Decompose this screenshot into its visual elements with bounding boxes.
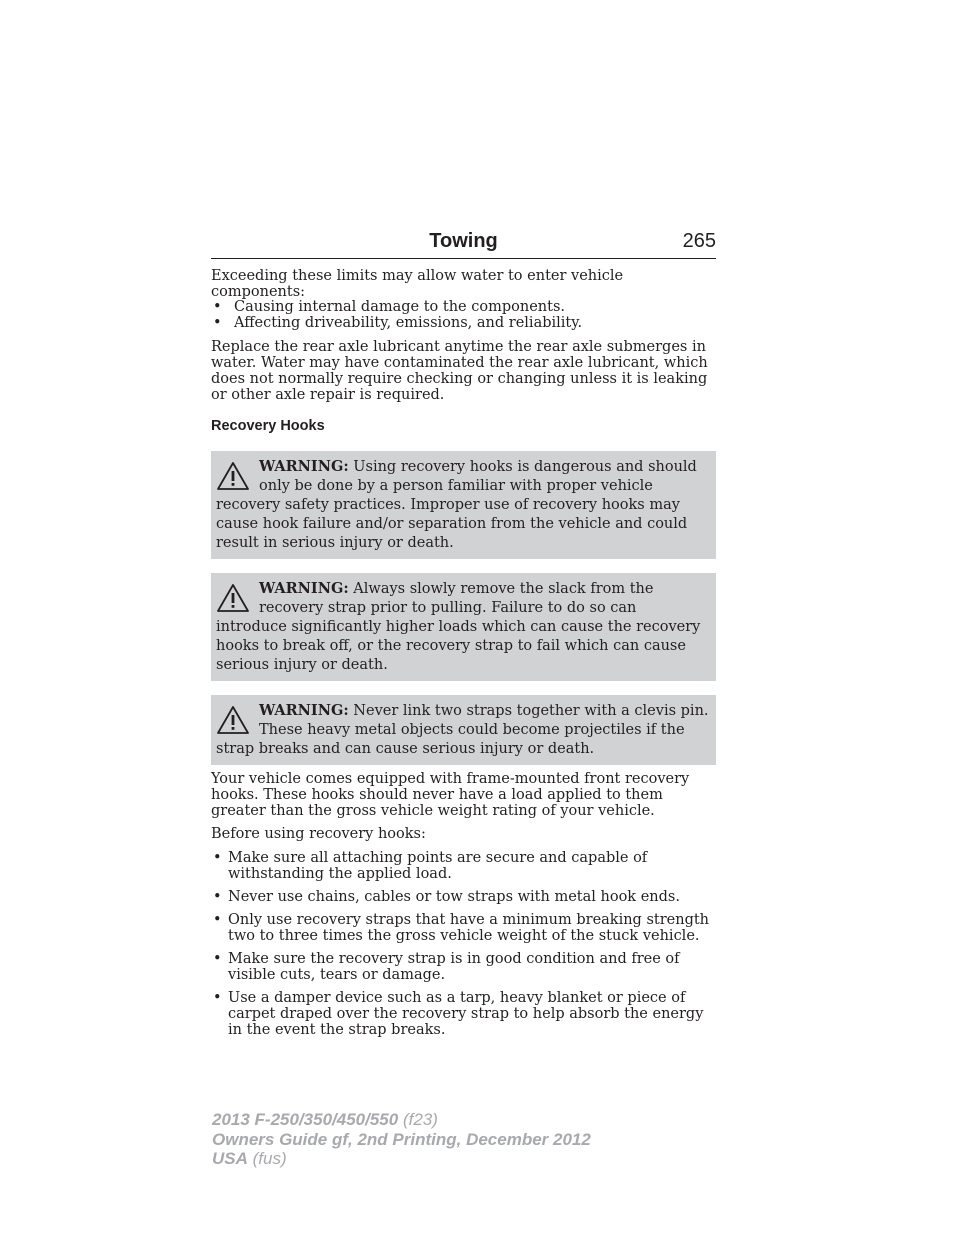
before-using-text: Before using recovery hooks: [211,826,426,842]
page-number: 265 [682,230,716,252]
list-item: • Affecting driveability, emissions, and reliability. [211,316,716,332]
warning-box [211,573,716,681]
footer-market-code: (fus) [247,1149,287,1168]
list-item: • Causing internal damage to the components. [211,300,716,316]
warning-triangle-icon [216,461,250,491]
list-item: • Use a damper device such as a tarp, heavy blanket or piece of carpet draped over the recovery strap to help absorb the energy in the event the strap breaks. [211,990,716,1038]
list-item: • Make sure the recovery strap is in good condition and free of visible cuts, tears or damage. [211,951,716,983]
warning-box [211,695,716,765]
warning-label: WARNING: [259,580,349,597]
footer-line-model [212,1110,732,1130]
intro-text: Exceeding these limits may allow water to enter vehicle components: [211,268,624,300]
warning-text: Always slowly remove the slack from the recovery strap prior to pulling. Failure to do so can introduce significantly higher loads which can cause the recovery hooks to break off, or the recovery strap to fail which can cause serious injury or death. [216,581,701,673]
list-item: • Only use recovery straps that have a minimum breaking strength two to three times the gross vehicle weight of the stuck vehicle. [211,912,716,944]
list-item: • Never use chains, cables or tow straps with metal hook ends. [211,889,716,905]
section-title: Towing [429,230,498,252]
warning-box [211,451,716,559]
warning-triangle-icon [216,583,250,613]
checklist [211,850,716,1038]
footer [212,1110,732,1169]
page-content [211,268,716,1045]
warning-label: WARNING: [259,702,349,719]
footer-model: 2013 F-250/350/450/550 [212,1110,399,1129]
warning-label: WARNING: [259,458,349,475]
footer-market: USA [212,1149,248,1168]
footer-line-market [212,1149,732,1169]
subheading-recovery-hooks: Recovery Hooks [211,418,325,434]
list-item: • Make sure all attaching points are secure and capable of withstanding the applied load. [211,850,716,882]
footer-model-code: (f23) [398,1110,438,1129]
footer-printing: Owners Guide gf, 2nd Printing, December 2012 [212,1129,591,1149]
axle-paragraph: Replace the rear axle lubricant anytime the rear axle submerges in water. Water may have contaminated the rear axle lubricant, which does not normally require checking or changing unless it is leaking or other axle repair is required. [211,339,708,403]
warning-text: Using recovery hooks is dangerous and should only be done by a person familiar with proper vehicle recovery safety practices. Improper use of recovery hooks may cause hook failure and/or separation from the vehicle and could result in serious injury or death. [216,459,697,551]
warning-triangle-icon [216,705,250,735]
warning-text: Never link two straps together with a clevis pin. These heavy metal objects could become projectiles if the strap breaks and can cause serious injury or death. [216,703,709,757]
equipment-paragraph: Your vehicle comes equipped with frame-mounted front recovery hooks. These hooks should never have a load applied to them greater than the gross vehicle weight rating of your vehicle. [211,771,690,819]
intro-bullet-list [211,300,716,331]
page-header [211,228,716,259]
